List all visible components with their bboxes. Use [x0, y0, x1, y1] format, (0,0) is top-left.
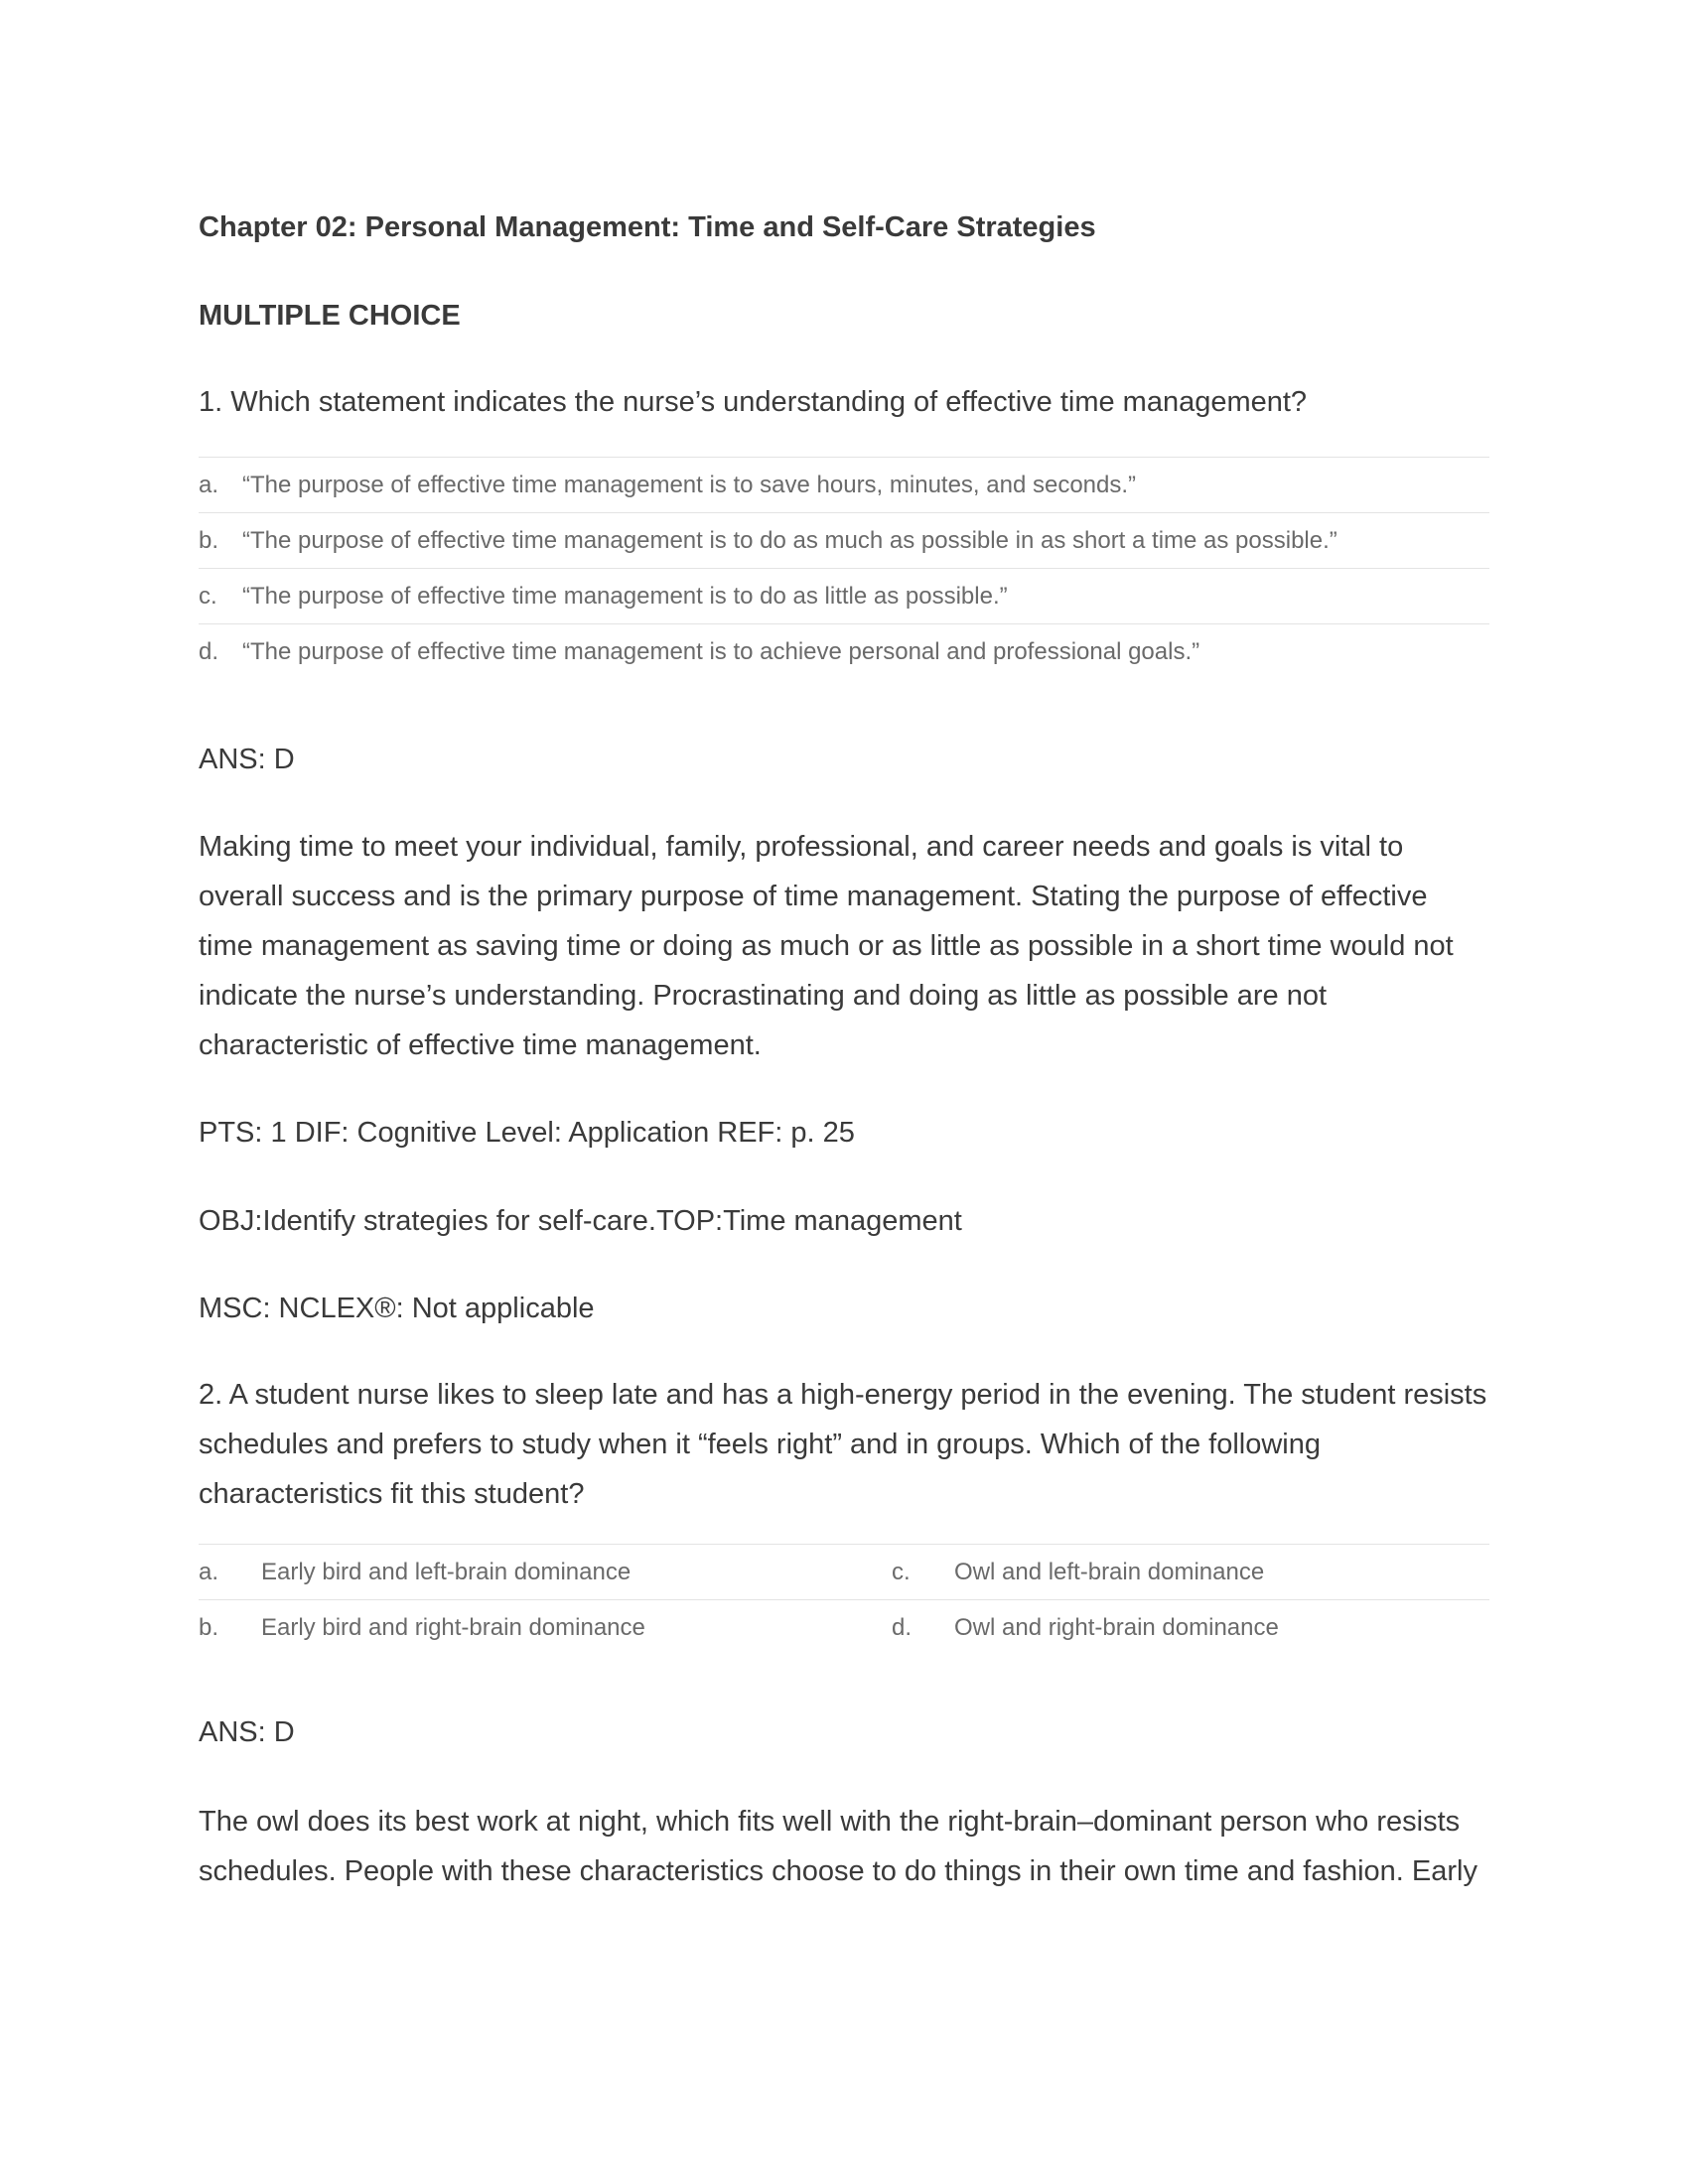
question-2-answer: ANS: D	[199, 1716, 295, 1748]
question-1-options	[199, 457, 1489, 679]
question-1-stem: 1. Which statement indicates the nurse’s understanding of effective time management?	[199, 386, 1308, 418]
option-text: “The purpose of effective time management is to achieve personal and professional goals.”	[242, 637, 1200, 665]
question-2-rationale: The owl does its best work at night, which fits well with the right-brain–dominant person who resists schedules. People with these characteristics choose to do things in their own time and fashion. Early	[199, 1806, 1477, 1887]
option-row	[199, 513, 1489, 569]
option-text: Early bird and left-brain dominance	[261, 1558, 632, 1585]
option-letter: b.	[199, 1613, 219, 1641]
option-row	[199, 1545, 1489, 1600]
option-row	[199, 458, 1489, 513]
option-text: Owl and right-brain dominance	[954, 1613, 1279, 1641]
option-cell	[199, 1614, 892, 1642]
option-text: “The purpose of effective time management is to do as much as possible in as short a time as possible.”	[242, 526, 1337, 554]
option-letter: a.	[199, 1558, 219, 1585]
option-row	[199, 1600, 1489, 1655]
option-cell	[892, 1559, 1489, 1586]
option-text: “The purpose of effective time management is to save hours, minutes, and seconds.”	[242, 471, 1137, 498]
option-letter: a.	[199, 471, 219, 498]
option-letter: d.	[892, 1613, 913, 1641]
option-letter: d.	[199, 637, 219, 665]
question-1-pts: PTS: 1 DIF: Cognitive Level: Application REF: p. 25	[199, 1117, 855, 1149]
option-row	[199, 624, 1489, 679]
option-text: Owl and left-brain dominance	[954, 1558, 1265, 1585]
option-text: “The purpose of effective time management is to do as little as possible.”	[242, 582, 1008, 610]
question-1-rationale: Making time to meet your individual, family, professional, and career needs and goals is vital to overall success and is the primary purpose of time management. Stating the purpose of effective time management as saving time or doing as much or as little as possible in a short time would not indicate the nurse’s understanding. Procrastinating and doing as little as possible are not characteristic of effective time management.	[199, 831, 1454, 1061]
chapter-title: Chapter 02: Personal Management: Time and Self-Care Strategies	[199, 211, 1096, 243]
option-cell	[892, 1614, 1489, 1642]
option-letter: c.	[892, 1558, 911, 1585]
question-1-answer: ANS: D	[199, 744, 295, 775]
question-2-stem: 2. A student nurse likes to sleep late and has a high-energy period in the evening. The student resists schedules and prefers to study when it “feels right” and in groups. Which of the following characteristics fit this student?	[199, 1379, 1487, 1510]
option-cell	[199, 1559, 892, 1586]
option-letter: c.	[199, 582, 217, 610]
question-2-options	[199, 1544, 1489, 1655]
option-row	[199, 569, 1489, 624]
option-letter: b.	[199, 526, 219, 554]
option-text: Early bird and right-brain dominance	[261, 1613, 645, 1641]
question-1-obj: OBJ:Identify strategies for self-care.TOP:Time management	[199, 1205, 962, 1237]
section-title: MULTIPLE CHOICE	[199, 300, 461, 332]
question-1-msc: MSC: NCLEX®: Not applicable	[199, 1293, 595, 1324]
